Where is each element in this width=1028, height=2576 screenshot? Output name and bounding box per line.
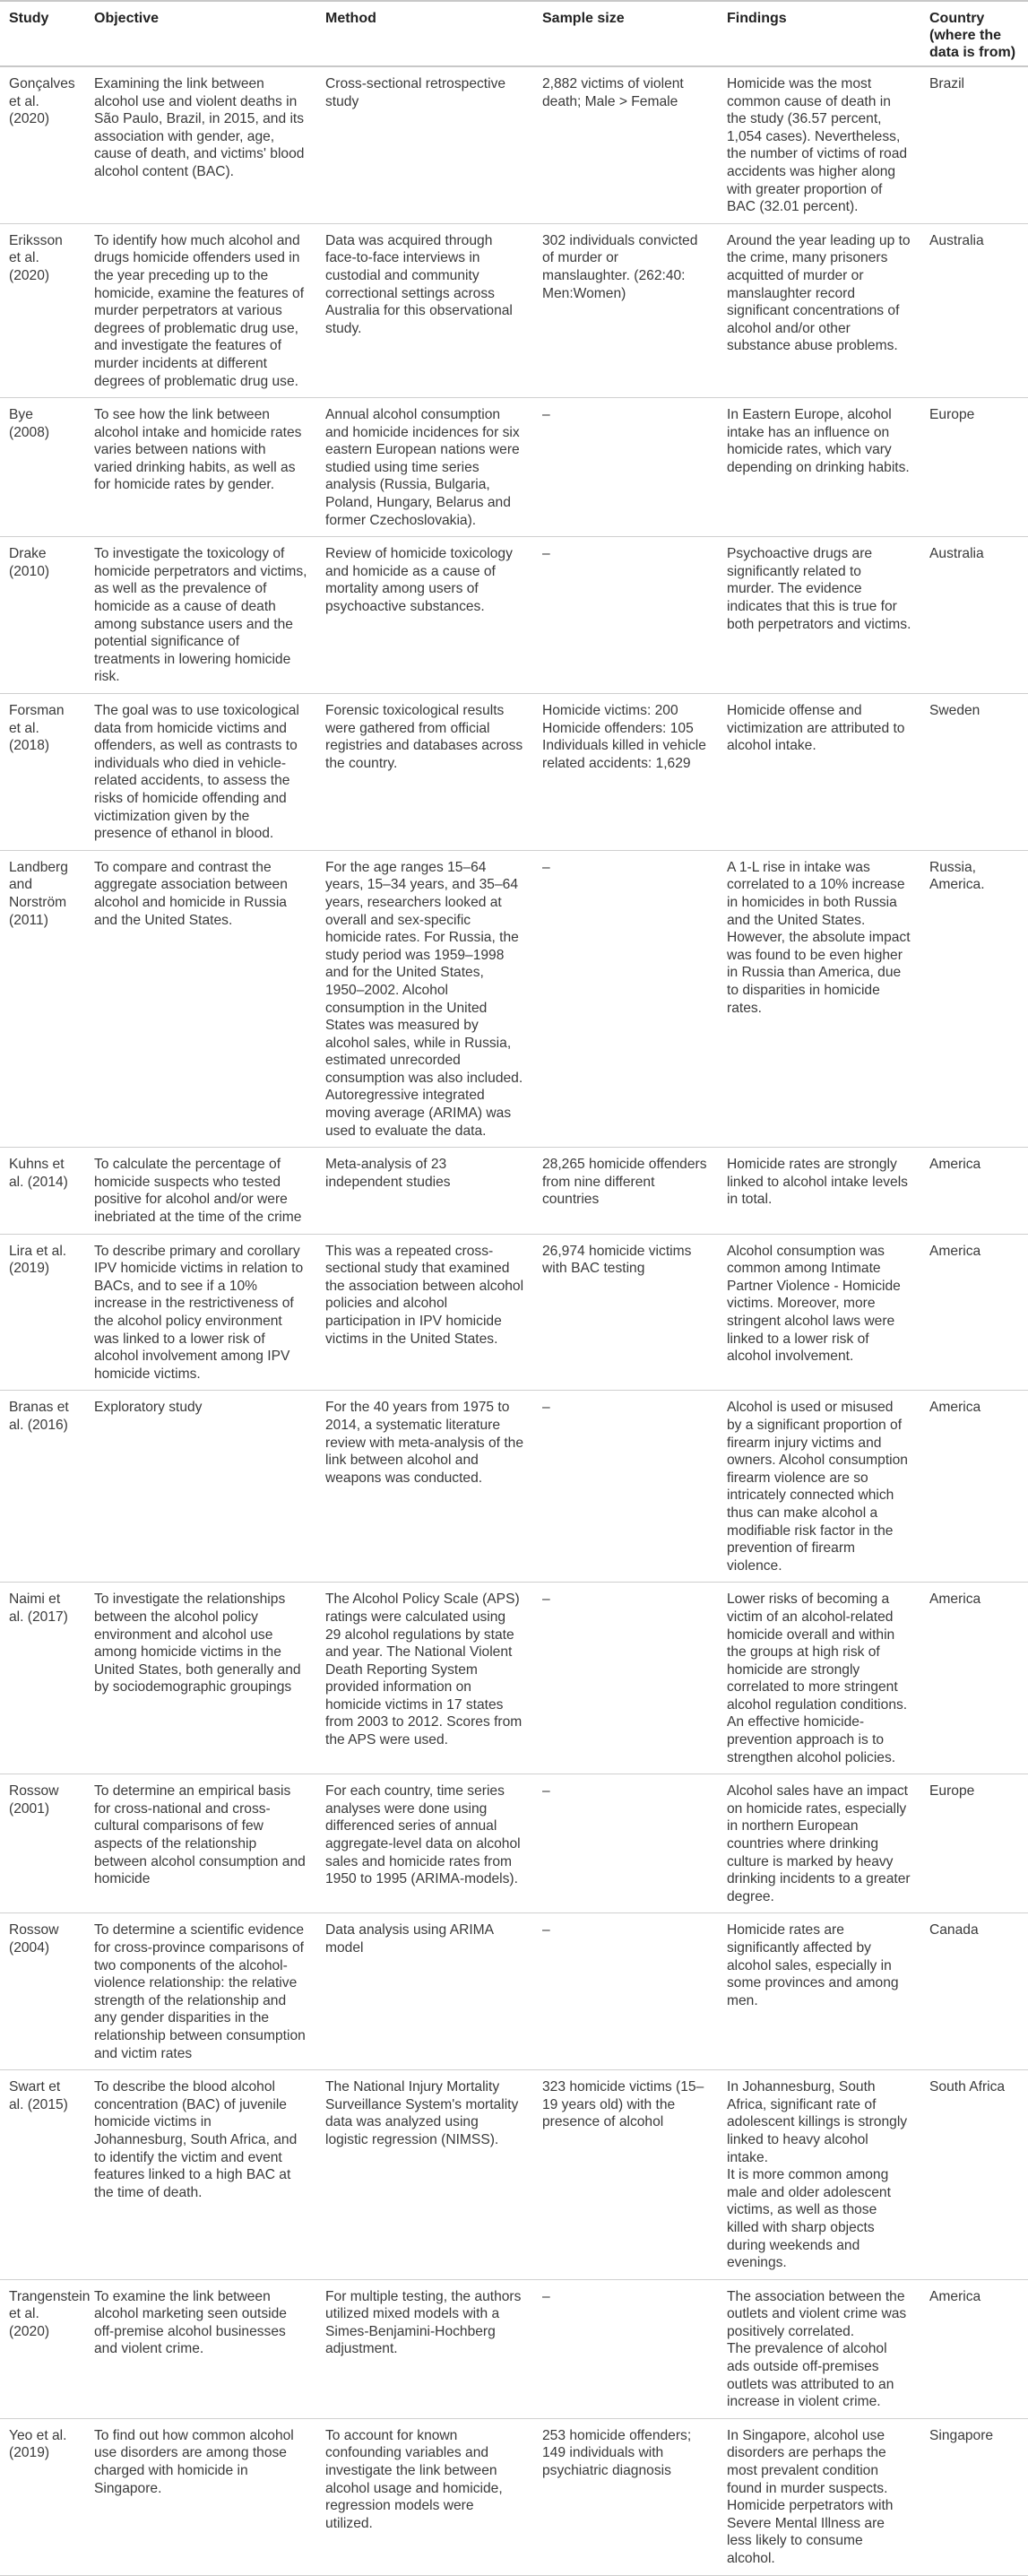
findings-paragraph: However, the absolute impact was found to be even higher in Russia than America, due to disparities in homicide rates. (727, 930, 911, 1016)
table-row (0, 2418, 1028, 2575)
cell-sample-size: 28,265 homicide offenders from nine different countries (533, 1148, 718, 1234)
cell-objective: Exploratory study (85, 1391, 316, 1583)
cell-objective: Examining the link between alcohol use and violent deaths in São Paulo, Brazil, in 2015, and its association with gender, age, cause of death, and victims' blood alcohol content (BAC). (85, 66, 316, 223)
cell-method: For the age ranges 15–64 years, 15–34 years, and 35–64 years, researchers looked at overall and sex-specific homicide rates. For Russia, the study period was 1959–1998 and for the United States, 1950–2002. Alcohol consumption in the United States was measured by alcohol sales, while in Russia, estimated unrecorded consumption was also included. Autoregressive integrated moving average (ARIMA) was used to evaluate the data. (316, 850, 533, 1148)
cell-country: Europe (920, 398, 1028, 537)
cell-findings (718, 66, 920, 223)
cell-method: For multiple testing, the authors utilized mixed models with a Simes-Benjamini-Hochberg adjustment. (316, 2279, 533, 2418)
cell-study: Drake (2010) (0, 537, 85, 694)
table-row (0, 1391, 1028, 1583)
cell-country: Russia, America. (920, 850, 1028, 1148)
findings-paragraph: The association between the outlets and violent crime was positively correlated. (727, 2288, 907, 2339)
cell-method: For the 40 years from 1975 to 2014, a systematic literature review with meta-analysis of the link between alcohol and weapons was conducted. (316, 1391, 533, 1583)
findings-paragraph: Around the year leading up to the crime, many prisoners acquitted of murder or manslaughter record significant concentrations of alcohol and/or other substance abuse problems. (727, 232, 911, 354)
header-sample-size: Sample size (533, 1, 718, 66)
table-row (0, 1913, 1028, 2070)
findings-paragraph: Homicide offense and victimization are attributed to alcohol intake. (727, 703, 905, 754)
cell-country: South Africa (920, 2070, 1028, 2280)
findings-paragraph: Alcohol sales have an impact on homicide rates, especially in northern European countries where drinking culture is marked by heavy drinking incidents to a greater degree. (727, 1783, 911, 1904)
cell-sample-size: 302 individuals convicted of murder or manslaughter. (262:40: Men:Women) (533, 223, 718, 397)
cell-study: Naimi et al. (2017) (0, 1583, 85, 1774)
cell-country: Australia (920, 223, 1028, 397)
table-row (0, 398, 1028, 537)
cell-study: Rossow (2001) (0, 1774, 85, 1913)
table-row (0, 1583, 1028, 1774)
header-study: Study (0, 1, 85, 66)
cell-findings (718, 1391, 920, 1583)
cell-sample-size: – (533, 537, 718, 694)
cell-objective: The goal was to use toxicological data from homicide victims and offenders, as well as contrasts to individuals who died in vehicle-related accidents, to assess the risks of homicide offending and victimization given by the presence of ethanol in blood. (85, 694, 316, 851)
cell-objective: To compare and contrast the aggregate association between alcohol and homicide in Russia and the United States. (85, 850, 316, 1148)
cell-sample-size: – (533, 1583, 718, 1774)
table-row (0, 66, 1028, 223)
findings-paragraph: It is more common among male and older adolescent victims, as well as those killed with sharp objects during weekends and evenings. (727, 2167, 891, 2271)
cell-sample-size: 323 homicide victims (15–19 years old) with the presence of alcohol (533, 2070, 718, 2280)
cell-findings (718, 1774, 920, 1913)
cell-objective: To investigate the relationships between the alcohol policy environment and alcohol use among homicide victims in the United States, both generally and by sociodemographic groupings (85, 1583, 316, 1774)
cell-objective: To identify how much alcohol and drugs homicide offenders used in the year preceding up to the homicide, examine the features of murder perpetrators at various degrees of problematic drug use, and investigate the features of murder incidents at different degrees of problematic drug use. (85, 223, 316, 397)
cell-study: Trangenstein et al. (2020) (0, 2279, 85, 2418)
cell-country: Canada (920, 1913, 1028, 2070)
findings-paragraph: Homicide rates are strongly linked to alcohol intake levels in total. (727, 1157, 908, 1208)
cell-method: Annual alcohol consumption and homicide incidences for six eastern European nations were studied using time series analysis (Russia, Bulgaria, Poland, Hungary, Belarus and former Czechoslovakia). (316, 398, 533, 537)
findings-paragraph: Alcohol is used or misused by a significant proportion of firearm injury victims and owners. Alcohol consumption firearm violence are so intricately connected which thus can make alcohol a modifiable risk factor in the prevention of firearm violence. (727, 1400, 908, 1574)
cell-study: Gonçalves et al. (2020) (0, 66, 85, 223)
cell-method: The Alcohol Policy Scale (APS) ratings were calculated using 29 alcohol regulations by state and year. The National Violent Death Reporting System provided information on homicide victims in 17 states from 2003 to 2012. Scores from the APS were used. (316, 1583, 533, 1774)
cell-objective: To see how the link between alcohol intake and homicide rates varies between nations with varied drinking habits, as well as for homicide rates by gender. (85, 398, 316, 537)
header-country: Country (where the data is from) (920, 1, 1028, 66)
cell-objective: To calculate the percentage of homicide suspects who tested positive for alcohol and/or were inebriated at the time of the crime (85, 1148, 316, 1234)
cell-study: Landberg and Norström (2011) (0, 850, 85, 1148)
cell-objective: To describe primary and corollary IPV homicide victims in relation to BACs, and to see if a 10% increase in the restrictiveness of the alcohol policy environment was linked to a lower risk of alcohol involvement among IPV homicide victims. (85, 1234, 316, 1391)
table-row (0, 2070, 1028, 2280)
header-row (0, 1, 1028, 66)
cell-study: Kuhns et al. (2014) (0, 1148, 85, 1234)
cell-findings (718, 694, 920, 851)
cell-objective: To determine an empirical basis for cross-national and cross-cultural comparisons of few aspects of the relationship between alcohol consumption and homicide (85, 1774, 316, 1913)
cell-objective: To investigate the toxicology of homicide perpetrators and victims, as well as the prevalence of homicide as a cause of death among substance users and the potential significance of treatments in lowering homicide risk. (85, 537, 316, 694)
cell-findings (718, 1148, 920, 1234)
findings-paragraph: Alcohol consumption was common among Intimate Partner Violence - Homicide victims. Moreover, more stringent alcohol laws were linked to a lower risk of alcohol involvement. (727, 1243, 901, 1365)
cell-sample-size: – (533, 398, 718, 537)
table-row (0, 223, 1028, 397)
cell-method: Cross-sectional retrospective study (316, 66, 533, 223)
cell-findings (718, 223, 920, 397)
cell-study: Lira et al. (2019) (0, 1234, 85, 1391)
cell-method: This was a repeated cross-sectional study that examined the association between alcohol policies and alcohol participation in IPV homicide victims in the United States. (316, 1234, 533, 1391)
table-row (0, 1774, 1028, 1913)
cell-findings (718, 2070, 920, 2280)
cell-findings (718, 398, 920, 537)
cell-sample-size: – (533, 850, 718, 1148)
cell-country: America (920, 1391, 1028, 1583)
cell-study: Swart et al. (2015) (0, 2070, 85, 2280)
cell-findings (718, 537, 920, 694)
findings-paragraph: In Singapore, alcohol use disorders are perhaps the most prevalent condition found in murder suspects. (727, 2427, 888, 2496)
table-body (0, 66, 1028, 2575)
header-objective: Objective (85, 1, 316, 66)
cell-sample-size: – (533, 2279, 718, 2418)
header-findings: Findings (718, 1, 920, 66)
cell-sample-size: – (533, 1913, 718, 2070)
cell-method: Data was acquired through face-to-face interviews in custodial and community correctional settings across Australia for this observational study. (316, 223, 533, 397)
cell-method: Data analysis using ARIMA model (316, 1913, 533, 2070)
findings-paragraph: Psychoactive drugs are significantly related to murder. The evidence indicates that this is true for both perpetrators and victims. (727, 546, 911, 632)
cell-sample-size: 26,974 homicide victims with BAC testing (533, 1234, 718, 1391)
cell-findings (718, 2279, 920, 2418)
cell-study: Rossow (2004) (0, 1913, 85, 2070)
cell-study: Forsman et al. (2018) (0, 694, 85, 851)
findings-paragraph: In Johannesburg, South Africa, significant rate of adolescent killings is strongly linked to heavy alcohol intake. (727, 2079, 908, 2165)
cell-method: To account for known confounding variables and investigate the link between alcohol usage and homicide, regression models were utilized. (316, 2418, 533, 2575)
cell-country: Brazil (920, 66, 1028, 223)
header-method: Method (316, 1, 533, 66)
cell-findings (718, 2418, 920, 2575)
findings-paragraph: Homicide rates are significantly affected by alcohol sales, especially in some provinces and among men. (727, 1922, 899, 2008)
cell-country: Singapore (920, 2418, 1028, 2575)
cell-method: The National Injury Mortality Surveillance System's mortality data was analyzed using logistic regression (NIMSS). (316, 2070, 533, 2280)
findings-paragraph: Homicide perpetrators with Severe Mental Illness are less likely to consume alcohol. (727, 2498, 894, 2566)
cell-sample-size: 2,882 victims of violent death; Male > Female (533, 66, 718, 223)
cell-study: Yeo et al. (2019) (0, 2418, 85, 2575)
findings-paragraph: A 1-L rise in intake was correlated to a 10% increase in homicides in both Russia and the United States. (727, 859, 905, 928)
cell-findings (718, 1913, 920, 2070)
cell-sample-size: 253 homicide offenders; 149 individuals with psychiatric diagnosis (533, 2418, 718, 2575)
cell-objective: To find out how common alcohol use disorders are among those charged with homicide in Singapore. (85, 2418, 316, 2575)
table-row (0, 2279, 1028, 2418)
cell-sample-size: – (533, 1774, 718, 1913)
cell-method: Forensic toxicological results were gathered from official registries and databases across the country. (316, 694, 533, 851)
cell-findings (718, 850, 920, 1148)
cell-findings (718, 1583, 920, 1774)
table-row (0, 1148, 1028, 1234)
cell-country: America (920, 1583, 1028, 1774)
cell-country: America (920, 1234, 1028, 1391)
table-row (0, 537, 1028, 694)
cell-objective: To examine the link between alcohol marketing seen outside off-premise alcohol businesses and violent crime. (85, 2279, 316, 2418)
cell-objective: To determine a scientific evidence for cross-province comparisons of two components of the alcohol-violence relationship: the relative strength of the relationship and any gender disparities in the relationship between consumption and victim rates (85, 1913, 316, 2070)
findings-paragraph: In Eastern Europe, alcohol intake has an influence on homicide rates, which vary depending on drinking habits. (727, 407, 910, 475)
findings-paragraph: The prevalence of alcohol ads outside off-premises outlets was attributed to an increase in violent crime. (727, 2341, 894, 2410)
cell-objective: To describe the blood alcohol concentration (BAC) of juvenile homicide victims in Johannesburg, South Africa, and to identify the victim and event features linked to a high BAC at the time of death. (85, 2070, 316, 2280)
cell-method: Meta-analysis of 23 independent studies (316, 1148, 533, 1234)
cell-sample-size: Homicide victims: 200 Homicide offenders: 105 Individuals killed in vehicle related accidents: 1,629 (533, 694, 718, 851)
findings-paragraph: Homicide was the most common cause of death in the study (36.57 percent, 1,054 cases). Nevertheless, the number of victims of road accidents was higher along with greater proportion of BAC (32.01 percent). (727, 76, 908, 215)
cell-method: For each country, time series analyses were done using differenced series of annual aggregate-level data on alcohol sales and homicide rates from 1950 to 1995 (ARIMA-models). (316, 1774, 533, 1913)
table-row (0, 1234, 1028, 1391)
cell-country: America (920, 1148, 1028, 1234)
cell-country: Australia (920, 537, 1028, 694)
cell-country: Europe (920, 1774, 1028, 1913)
cell-country: America (920, 2279, 1028, 2418)
findings-paragraph: Lower risks of becoming a victim of an alcohol-related homicide overall and within the groups at high risk of homicide are strongly correlated to more stringent alcohol regulation conditions. An effective homicide-prevention approach is to strengthen alcohol policies. (727, 1592, 908, 1765)
cell-country: Sweden (920, 694, 1028, 851)
cell-method: Review of homicide toxicology and homicide as a cause of mortality among users of psychoactive substances. (316, 537, 533, 694)
cell-findings (718, 1234, 920, 1391)
cell-sample-size: – (533, 1391, 718, 1583)
cell-study: Branas et al. (2016) (0, 1391, 85, 1583)
table-row (0, 850, 1028, 1148)
cell-study: Eriksson et al. (2020) (0, 223, 85, 397)
cell-study: Bye (2008) (0, 398, 85, 537)
table-row (0, 694, 1028, 851)
